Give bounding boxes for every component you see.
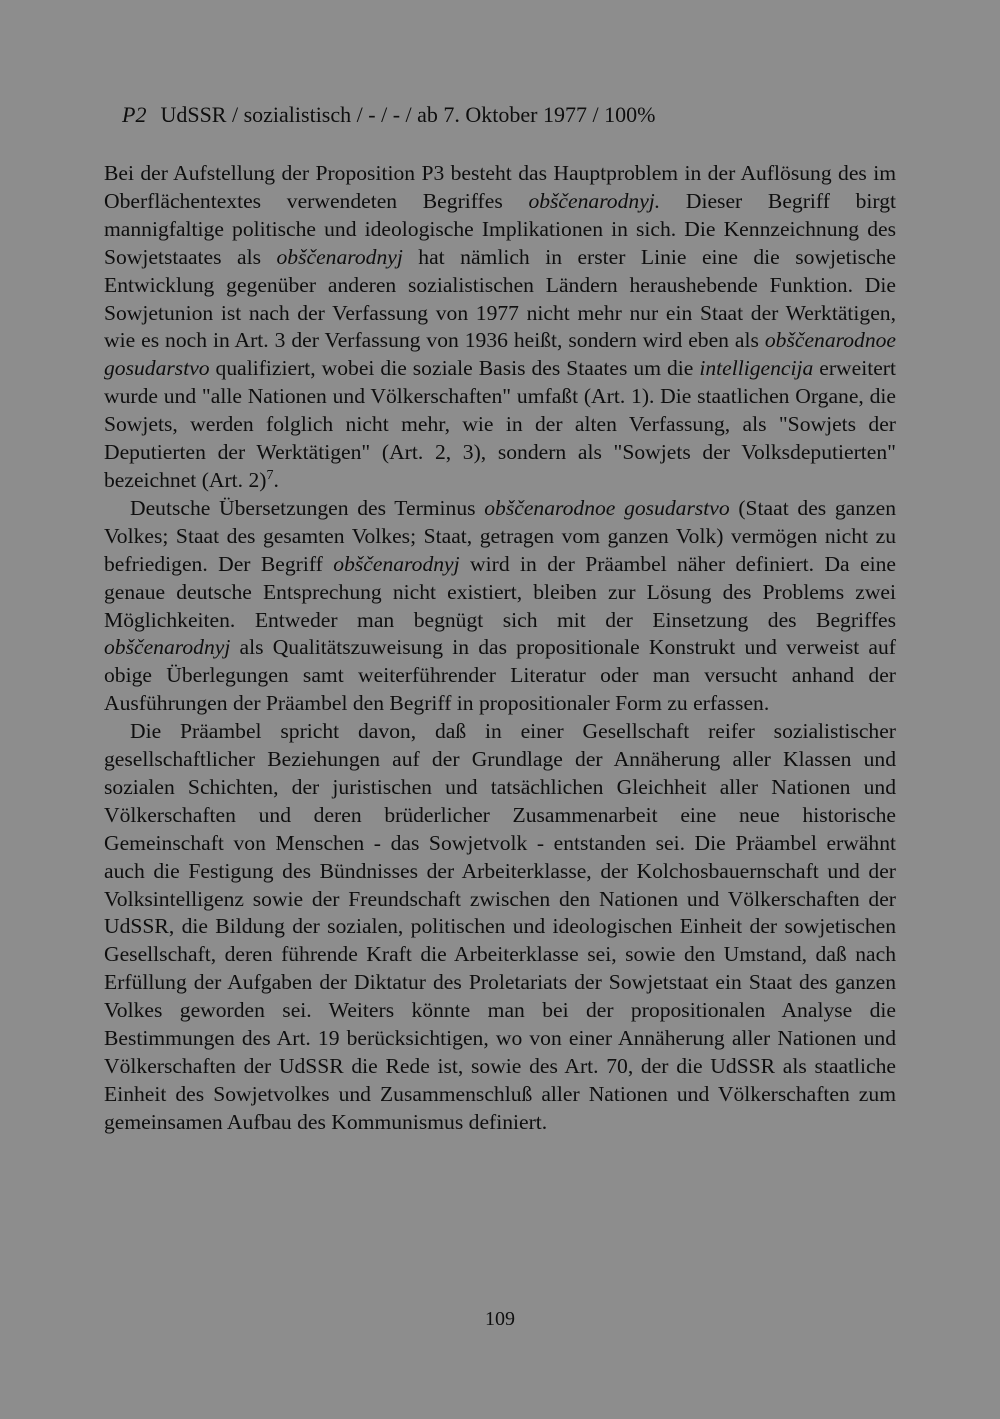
russian-term: obščenarodnyj xyxy=(276,244,403,269)
proposition-heading xyxy=(122,101,655,129)
text-run: Dieser Begriff birgt mannigfaltige politische und ideologische Implikationen in sich. Die Kennzeichnung des Sowjetstaates als xyxy=(104,188,896,269)
page-number: 109 xyxy=(485,1308,515,1330)
text-run: qualifiziert, wobei die soziale Basis des Staates um die xyxy=(209,356,700,381)
russian-term: obščenarodnyj xyxy=(333,551,460,576)
text-run: Deutsche Übersetzungen des Terminus xyxy=(130,495,485,520)
paragraph-3: Die Präambel spricht davon, daß in einer Gesellschaft reifer sozialistischer gesellschaftlicher Beziehungen auf der Grundlage der Annäherung aller Klassen und sozialen Schichten, der juristischen und tatsächlichen Gleichheit aller Nationen und Völkerschaften und deren brüderlicher Zusammenarbeit eine neue historische Gemeinschaft von Menschen - das Sowjetvolk - entstanden sei. Die Präambel erwähnt auch die Festigung des Bündnisses der Arbeiterklasse, der Kolchosbauernschaft und der Volksintelligenz sowie der Freundschaft zwischen den Nationen und Völkerschaften der UdSSR, die Bildung der sozialen, politischen und ideologischen Einheit der sowjetischen Gesellschaft, deren führende Kraft die Arbeiterklasse sei, sowie den Umstand, daß nach Erfüllung der Aufgaben der Diktatur des Proletariats der Sowjetstaat ein Staat des ganzen Volkes geworden sei. Weiters könnte man bei der propositionalen Analyse die Bestimmungen des Art. 19 berücksichtigen, wo von einer Annäherung aller Nationen und Völkerschaften der UdSSR die Rede ist, sowie des Art. 70, der die UdSSR als staatliche Einheit des Sowjetvolkes und Zusammenschluß aller Nationen und Völkerschaften zum gemeinsamen Aufbau des Kommunismus definiert. xyxy=(104,719,896,1134)
russian-term: obščenarodnoe gosudarstvo xyxy=(104,328,896,381)
text-run: hat nämlich in erster Linie eine die sowjetische Entwicklung gegenüber anderen sozialistischen Ländern heraushebende Funktion. Die Sowjetunion ist nach der Verfassung von 1977 nicht mehr nur ein Staat der Werktätigen, wie es noch in Art. 3 der Verfassung von 1936 heißt, sondern wird eben als xyxy=(104,244,896,353)
russian-term: obščenarodnoe gosudarstvo xyxy=(484,495,730,520)
paragraph-1 xyxy=(104,160,896,495)
russian-term: intelligencija xyxy=(699,356,814,381)
text-run: . xyxy=(273,467,279,492)
proposition-text: UdSSR / sozialistisch / - / - / ab 7. Oktober 1977 / 100% xyxy=(160,102,656,127)
russian-term: obščenarodnyj xyxy=(104,635,231,660)
proposition-tag: P2 xyxy=(122,102,147,127)
paragraph-2 xyxy=(104,495,896,718)
footnote-marker: 7 xyxy=(266,467,274,483)
text-run: erweitert wurde und "alle Nationen und Völkerschaften" umfaßt (Art. 1). Die staatlichen Organe, die Sowjets, werden folglich nicht mehr, wie in der alten Verfassung, als "Sowjets der Deputierten der Werktätigen" (Art. 2, 3), sondern als "Sowjets der Volksdeputierten" bezeichnet (Art. 2) xyxy=(104,356,896,492)
body-text xyxy=(104,160,896,1137)
text-run: wird in der Präambel näher definiert. Da eine genaue deutsche Entsprechung nicht existiert, bleiben zur Lösung des Problems zwei Möglichkeiten. Entweder man begnügt sich mit der Einsetzung des Begriffes xyxy=(104,551,896,632)
text-run: als Qualitätszuweisung in das propositionale Konstrukt und verweist auf obige Überlegungen samt weiterführender Literatur oder man versucht anhand der Ausführungen der Präambel den Begriff in propositionaler Form zu erfassen. xyxy=(104,635,896,716)
text-run: (Staat des ganzen Volkes; Staat des gesamten Volkes; Staat, getragen vom ganzen Volk) vermögen nicht zu befriedigen. Der Begriff xyxy=(104,495,897,576)
russian-term: obščenarodnyj. xyxy=(528,188,661,213)
text-run: Bei der Aufstellung der Proposition P3 besteht das Hauptproblem in der Auflösung des im Oberflächentextes verwendeten Begriffes xyxy=(104,161,896,213)
